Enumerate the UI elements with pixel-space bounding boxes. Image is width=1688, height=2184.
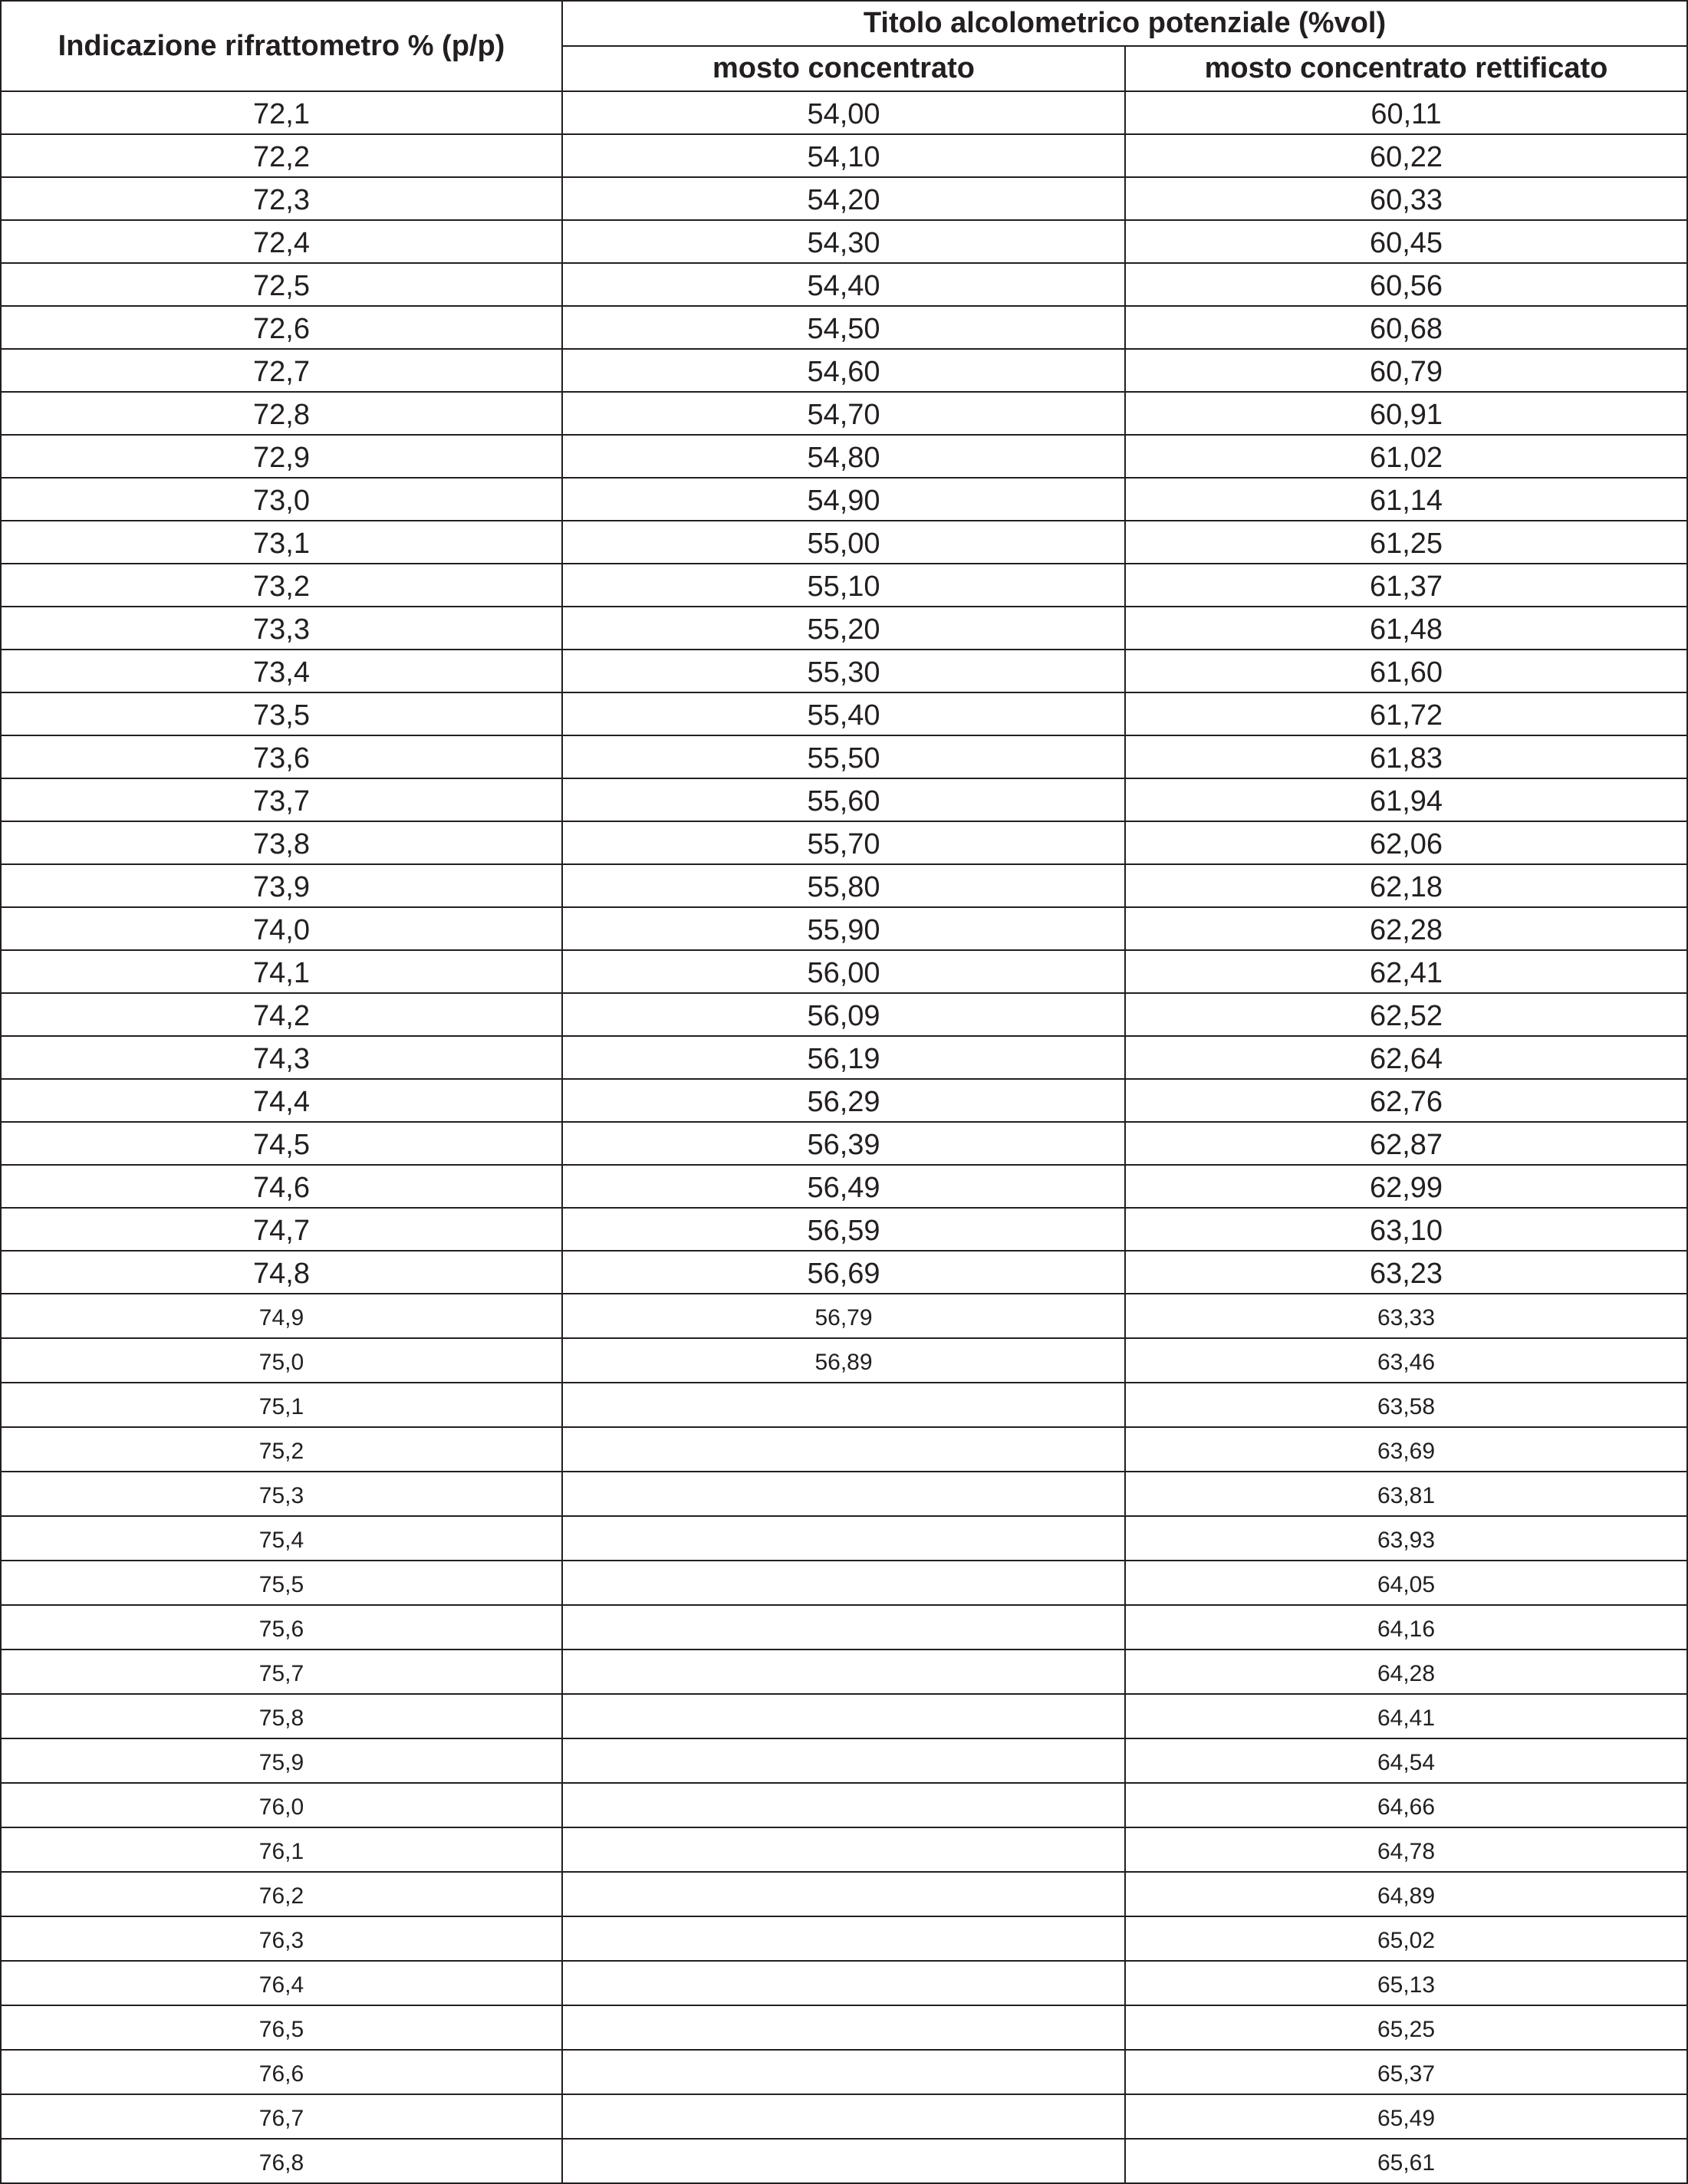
- cell-concentrated-must: [562, 1783, 1125, 1827]
- header-refractometer: Indicazione rifrattometro % (p/p): [1, 1, 562, 91]
- cell-concentrated-must: [562, 1694, 1125, 1738]
- cell-rectified-must: 61,14: [1125, 478, 1687, 521]
- cell-refractometer: 74,8: [1, 1251, 562, 1294]
- cell-refractometer: 76,7: [1, 2094, 562, 2139]
- cell-concentrated-must: [562, 1738, 1125, 1783]
- cell-rectified-must: 60,79: [1125, 349, 1687, 392]
- cell-concentrated-must: 55,20: [562, 607, 1125, 650]
- cell-concentrated-must: 55,00: [562, 521, 1125, 564]
- cell-refractometer: 76,4: [1, 1961, 562, 2005]
- cell-concentrated-must: 54,80: [562, 435, 1125, 478]
- header-rectified-concentrated-must: mosto concentrato rettificato: [1125, 46, 1687, 91]
- cell-rectified-must: 64,54: [1125, 1738, 1687, 1783]
- cell-refractometer: 73,0: [1, 478, 562, 521]
- cell-concentrated-must: [562, 2005, 1125, 2050]
- header-concentrated-must: mosto concentrato: [562, 46, 1125, 91]
- cell-rectified-must: 65,25: [1125, 2005, 1687, 2050]
- cell-rectified-must: 64,89: [1125, 1872, 1687, 1916]
- table-row: [1, 778, 1687, 821]
- table-row: [1, 91, 1687, 134]
- table-row: [1, 1561, 1687, 1605]
- cell-concentrated-must: 56,29: [562, 1079, 1125, 1122]
- cell-refractometer: 72,5: [1, 263, 562, 306]
- cell-rectified-must: 61,94: [1125, 778, 1687, 821]
- cell-refractometer: 76,3: [1, 1916, 562, 1961]
- cell-rectified-must: 64,66: [1125, 1783, 1687, 1827]
- cell-refractometer: 74,2: [1, 993, 562, 1036]
- cell-concentrated-must: 54,20: [562, 177, 1125, 220]
- cell-rectified-must: 65,37: [1125, 2050, 1687, 2094]
- table-row: [1, 1294, 1687, 1338]
- table-row: [1, 564, 1687, 607]
- cell-refractometer: 73,1: [1, 521, 562, 564]
- cell-concentrated-must: [562, 1427, 1125, 1472]
- table-row: [1, 993, 1687, 1036]
- cell-rectified-must: 61,83: [1125, 735, 1687, 778]
- table-row: [1, 306, 1687, 349]
- cell-concentrated-must: 55,90: [562, 907, 1125, 950]
- cell-rectified-must: 62,41: [1125, 950, 1687, 993]
- cell-refractometer: 75,9: [1, 1738, 562, 1783]
- cell-concentrated-must: [562, 1605, 1125, 1650]
- cell-concentrated-must: 55,50: [562, 735, 1125, 778]
- cell-concentrated-must: [562, 1872, 1125, 1916]
- cell-refractometer: 74,9: [1, 1294, 562, 1338]
- cell-refractometer: 72,9: [1, 435, 562, 478]
- cell-refractometer: 76,2: [1, 1872, 562, 1916]
- cell-rectified-must: 60,11: [1125, 91, 1687, 134]
- table-row: [1, 821, 1687, 864]
- table-row: [1, 2005, 1687, 2050]
- table-row: [1, 1872, 1687, 1916]
- cell-refractometer: 76,0: [1, 1783, 562, 1827]
- table-row: [1, 1827, 1687, 1872]
- cell-refractometer: 72,4: [1, 220, 562, 263]
- table-row: [1, 478, 1687, 521]
- cell-concentrated-must: 54,70: [562, 392, 1125, 435]
- cell-concentrated-must: 55,80: [562, 864, 1125, 907]
- cell-rectified-must: 61,02: [1125, 435, 1687, 478]
- header-potential-alcohol: Titolo alcolometrico potenziale (%vol): [562, 1, 1687, 46]
- cell-concentrated-must: [562, 1650, 1125, 1694]
- cell-refractometer: 72,3: [1, 177, 562, 220]
- table-row: [1, 1251, 1687, 1294]
- cell-refractometer: 75,1: [1, 1383, 562, 1427]
- cell-refractometer: 73,7: [1, 778, 562, 821]
- cell-rectified-must: 62,99: [1125, 1165, 1687, 1208]
- cell-concentrated-must: 56,69: [562, 1251, 1125, 1294]
- cell-refractometer: 72,2: [1, 134, 562, 177]
- cell-concentrated-must: 54,60: [562, 349, 1125, 392]
- table-row: [1, 1961, 1687, 2005]
- cell-refractometer: 73,3: [1, 607, 562, 650]
- cell-refractometer: 72,8: [1, 392, 562, 435]
- table-row: [1, 349, 1687, 392]
- cell-rectified-must: 65,61: [1125, 2139, 1687, 2183]
- cell-concentrated-must: 56,00: [562, 950, 1125, 993]
- cell-refractometer: 72,1: [1, 91, 562, 134]
- cell-refractometer: 73,6: [1, 735, 562, 778]
- table-row: [1, 435, 1687, 478]
- table-row: [1, 1338, 1687, 1383]
- table-row: [1, 950, 1687, 993]
- cell-rectified-must: 65,13: [1125, 1961, 1687, 2005]
- cell-rectified-must: 61,48: [1125, 607, 1687, 650]
- table-row: [1, 263, 1687, 306]
- table-body: [1, 91, 1687, 2183]
- table-row: [1, 1916, 1687, 1961]
- cell-rectified-must: 63,81: [1125, 1472, 1687, 1516]
- cell-concentrated-must: [562, 1961, 1125, 2005]
- cell-rectified-must: 62,18: [1125, 864, 1687, 907]
- cell-rectified-must: 63,58: [1125, 1383, 1687, 1427]
- cell-concentrated-must: 56,59: [562, 1208, 1125, 1251]
- table-row: [1, 1079, 1687, 1122]
- cell-rectified-must: 60,68: [1125, 306, 1687, 349]
- cell-concentrated-must: [562, 2094, 1125, 2139]
- cell-refractometer: 75,3: [1, 1472, 562, 1516]
- cell-refractometer: 74,4: [1, 1079, 562, 1122]
- cell-concentrated-must: [562, 2050, 1125, 2094]
- cell-concentrated-must: [562, 1827, 1125, 1872]
- cell-concentrated-must: 55,30: [562, 650, 1125, 692]
- cell-refractometer: 75,0: [1, 1338, 562, 1383]
- table-header: [1, 1, 1687, 91]
- table-row: [1, 220, 1687, 263]
- cell-rectified-must: 61,72: [1125, 692, 1687, 735]
- cell-rectified-must: 63,46: [1125, 1338, 1687, 1383]
- cell-rectified-must: 65,49: [1125, 2094, 1687, 2139]
- table-row: [1, 2094, 1687, 2139]
- table-row: [1, 177, 1687, 220]
- cell-rectified-must: 60,22: [1125, 134, 1687, 177]
- cell-concentrated-must: 56,79: [562, 1294, 1125, 1338]
- cell-concentrated-must: 54,30: [562, 220, 1125, 263]
- cell-concentrated-must: 54,50: [562, 306, 1125, 349]
- cell-rectified-must: 62,06: [1125, 821, 1687, 864]
- cell-rectified-must: 64,16: [1125, 1605, 1687, 1650]
- cell-rectified-must: 62,64: [1125, 1036, 1687, 1079]
- cell-concentrated-must: 56,49: [562, 1165, 1125, 1208]
- cell-refractometer: 74,1: [1, 950, 562, 993]
- cell-rectified-must: 63,69: [1125, 1427, 1687, 1472]
- table-row: [1, 1036, 1687, 1079]
- cell-rectified-must: 62,87: [1125, 1122, 1687, 1165]
- cell-refractometer: 73,9: [1, 864, 562, 907]
- cell-concentrated-must: 55,10: [562, 564, 1125, 607]
- cell-refractometer: 76,6: [1, 2050, 562, 2094]
- table-row: [1, 1472, 1687, 1516]
- table-row: [1, 1516, 1687, 1561]
- cell-concentrated-must: 56,89: [562, 1338, 1125, 1383]
- cell-refractometer: 74,3: [1, 1036, 562, 1079]
- table-row: [1, 1605, 1687, 1650]
- cell-rectified-must: 63,23: [1125, 1251, 1687, 1294]
- table-row: [1, 1694, 1687, 1738]
- cell-concentrated-must: [562, 1472, 1125, 1516]
- cell-refractometer: 76,8: [1, 2139, 562, 2183]
- cell-rectified-must: 62,52: [1125, 993, 1687, 1036]
- table-row: [1, 735, 1687, 778]
- table-row: [1, 650, 1687, 692]
- cell-refractometer: 75,5: [1, 1561, 562, 1605]
- cell-concentrated-must: [562, 1383, 1125, 1427]
- cell-concentrated-must: 54,00: [562, 91, 1125, 134]
- cell-concentrated-must: 56,09: [562, 993, 1125, 1036]
- cell-refractometer: 73,5: [1, 692, 562, 735]
- cell-rectified-must: 61,60: [1125, 650, 1687, 692]
- cell-rectified-must: 63,93: [1125, 1516, 1687, 1561]
- table-row: [1, 2139, 1687, 2183]
- cell-refractometer: 74,6: [1, 1165, 562, 1208]
- cell-refractometer: 72,7: [1, 349, 562, 392]
- cell-concentrated-must: [562, 1561, 1125, 1605]
- table-row: [1, 1650, 1687, 1694]
- cell-concentrated-must: [562, 2139, 1125, 2183]
- cell-rectified-must: 60,91: [1125, 392, 1687, 435]
- table-row: [1, 1383, 1687, 1427]
- cell-refractometer: 75,4: [1, 1516, 562, 1561]
- cell-concentrated-must: 56,39: [562, 1122, 1125, 1165]
- cell-concentrated-must: 54,40: [562, 263, 1125, 306]
- table-row: [1, 907, 1687, 950]
- cell-refractometer: 76,1: [1, 1827, 562, 1872]
- cell-rectified-must: 60,56: [1125, 263, 1687, 306]
- cell-refractometer: 73,2: [1, 564, 562, 607]
- table-row: [1, 692, 1687, 735]
- cell-rectified-must: 64,78: [1125, 1827, 1687, 1872]
- cell-rectified-must: 65,02: [1125, 1916, 1687, 1961]
- cell-refractometer: 76,5: [1, 2005, 562, 2050]
- cell-refractometer: 74,7: [1, 1208, 562, 1251]
- cell-refractometer: 75,8: [1, 1694, 562, 1738]
- table-row: [1, 392, 1687, 435]
- cell-refractometer: 75,6: [1, 1605, 562, 1650]
- cell-rectified-must: 63,33: [1125, 1294, 1687, 1338]
- cell-concentrated-must: [562, 1916, 1125, 1961]
- table-row: [1, 607, 1687, 650]
- cell-rectified-must: 61,37: [1125, 564, 1687, 607]
- table-row: [1, 1738, 1687, 1783]
- cell-rectified-must: 60,33: [1125, 177, 1687, 220]
- table-row: [1, 1427, 1687, 1472]
- cell-refractometer: 74,5: [1, 1122, 562, 1165]
- cell-refractometer: 75,2: [1, 1427, 562, 1472]
- cell-refractometer: 73,4: [1, 650, 562, 692]
- cell-refractometer: 74,0: [1, 907, 562, 950]
- cell-refractometer: 73,8: [1, 821, 562, 864]
- cell-concentrated-must: 55,60: [562, 778, 1125, 821]
- cell-concentrated-must: 54,90: [562, 478, 1125, 521]
- table-row: [1, 521, 1687, 564]
- cell-rectified-must: 63,10: [1125, 1208, 1687, 1251]
- cell-refractometer: 75,7: [1, 1650, 562, 1694]
- cell-rectified-must: 61,25: [1125, 521, 1687, 564]
- table-row: [1, 1165, 1687, 1208]
- cell-rectified-must: 64,28: [1125, 1650, 1687, 1694]
- cell-rectified-must: 62,76: [1125, 1079, 1687, 1122]
- cell-rectified-must: 64,05: [1125, 1561, 1687, 1605]
- table-row: [1, 1122, 1687, 1165]
- cell-rectified-must: 64,41: [1125, 1694, 1687, 1738]
- cell-concentrated-must: 56,19: [562, 1036, 1125, 1079]
- cell-rectified-must: 62,28: [1125, 907, 1687, 950]
- cell-concentrated-must: 55,40: [562, 692, 1125, 735]
- table-row: [1, 864, 1687, 907]
- table-row: [1, 1783, 1687, 1827]
- cell-concentrated-must: 55,70: [562, 821, 1125, 864]
- table-row: [1, 134, 1687, 177]
- table-row: [1, 1208, 1687, 1251]
- cell-refractometer: 72,6: [1, 306, 562, 349]
- cell-concentrated-must: 54,10: [562, 134, 1125, 177]
- cell-concentrated-must: [562, 1516, 1125, 1561]
- cell-rectified-must: 60,45: [1125, 220, 1687, 263]
- table-row: [1, 2050, 1687, 2094]
